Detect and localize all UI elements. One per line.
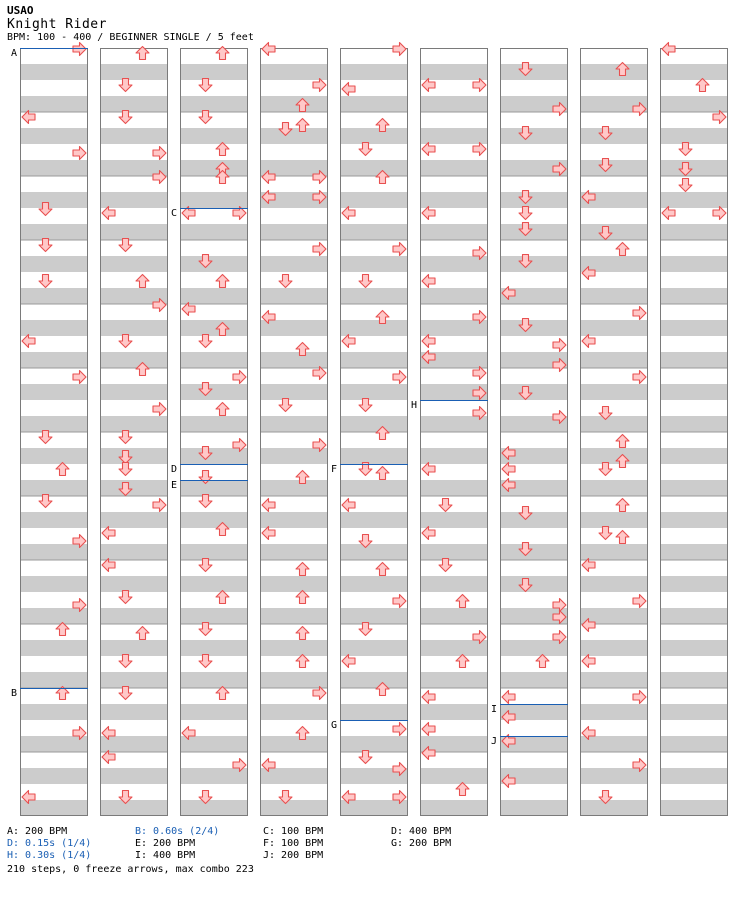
beat-stripe <box>500 64 568 80</box>
beat-stripe <box>340 800 408 816</box>
legend-item: E: 200 BPM <box>135 838 196 849</box>
beat-stripe <box>20 256 88 272</box>
beat-stripe <box>340 640 408 656</box>
beat-stripe <box>100 704 168 720</box>
beat-stripe <box>580 384 648 400</box>
beat-stripe <box>180 352 248 368</box>
chart-column <box>100 48 168 816</box>
beat-stripe <box>420 608 488 624</box>
legend-item: J: 200 BPM <box>263 850 324 861</box>
legend-row <box>7 826 519 838</box>
beat-stripe <box>660 608 728 624</box>
beat-stripe <box>420 448 488 464</box>
beat-stripe <box>20 96 88 112</box>
beat-stripe <box>340 704 408 720</box>
beat-stripe <box>20 320 88 336</box>
speed-marker-label: F <box>331 464 338 475</box>
beat-stripe <box>100 384 168 400</box>
beat-stripe <box>340 128 408 144</box>
chart-column <box>500 48 568 816</box>
beat-stripe <box>20 608 88 624</box>
beat-stripe <box>420 128 488 144</box>
beat-stripe <box>420 416 488 432</box>
beat-stripe <box>20 288 88 304</box>
beat-stripe <box>340 672 408 688</box>
beat-stripe <box>660 512 728 528</box>
beat-stripe <box>100 576 168 592</box>
beat-stripe <box>660 384 728 400</box>
beat-stripe <box>340 416 408 432</box>
beat-stripe <box>260 800 328 816</box>
beat-stripe <box>500 576 568 592</box>
beat-stripe <box>340 480 408 496</box>
beat-stripe <box>660 160 728 176</box>
beat-stripe <box>660 800 728 816</box>
beat-stripe <box>500 640 568 656</box>
beat-stripe <box>580 128 648 144</box>
beat-stripe <box>660 192 728 208</box>
legend-item: I: 400 BPM <box>135 850 196 861</box>
beat-stripe <box>500 224 568 240</box>
beat-stripe <box>580 224 648 240</box>
beat-stripe <box>20 672 88 688</box>
beat-stripe <box>100 416 168 432</box>
beat-stripe <box>340 736 408 752</box>
beat-stripe <box>100 352 168 368</box>
beat-stripe <box>580 512 648 528</box>
chart-column <box>180 48 248 816</box>
speed-legend <box>7 826 519 862</box>
beat-stripe <box>20 512 88 528</box>
legend-item: F: 100 BPM <box>263 838 324 849</box>
beat-stripe <box>420 704 488 720</box>
beat-stripe <box>180 704 248 720</box>
beat-stripe <box>260 224 328 240</box>
speed-marker-label: G <box>331 720 338 731</box>
beat-stripe <box>180 128 248 144</box>
beat-stripe <box>420 768 488 784</box>
beat-stripe <box>340 352 408 368</box>
beat-stripe <box>260 608 328 624</box>
beat-stripe <box>260 256 328 272</box>
beat-stripe <box>660 672 728 688</box>
beat-stripe <box>580 352 648 368</box>
beat-stripe <box>100 640 168 656</box>
beat-stripe <box>100 480 168 496</box>
beat-stripe <box>260 128 328 144</box>
beat-stripe <box>580 800 648 816</box>
beat-stripe <box>580 768 648 784</box>
beat-stripe <box>260 480 328 496</box>
chart-info: BPM: 100 - 400 / BEGINNER SINGLE / 5 feet <box>7 32 254 43</box>
beat-stripe <box>500 256 568 272</box>
beat-stripe <box>260 576 328 592</box>
speed-marker-label: H <box>411 400 418 411</box>
beat-stripe <box>260 96 328 112</box>
beat-stripe <box>180 224 248 240</box>
speed-marker-label: J <box>491 736 498 747</box>
beat-stripe <box>260 672 328 688</box>
beat-stripe <box>340 192 408 208</box>
beat-stripe <box>580 544 648 560</box>
beat-stripe <box>100 64 168 80</box>
beat-stripe <box>100 736 168 752</box>
beat-stripe <box>180 576 248 592</box>
beat-stripe <box>420 320 488 336</box>
chart-column <box>20 48 88 816</box>
beat-stripe <box>260 768 328 784</box>
beat-stripe <box>180 96 248 112</box>
beat-stripe <box>100 320 168 336</box>
chart-column <box>420 48 488 816</box>
beat-stripe <box>420 96 488 112</box>
beat-stripe <box>260 736 328 752</box>
beat-stripe <box>580 480 648 496</box>
beat-stripe <box>260 512 328 528</box>
beat-stripe <box>340 448 408 464</box>
beat-stripe <box>180 512 248 528</box>
beat-stripe <box>180 288 248 304</box>
beat-stripe <box>420 224 488 240</box>
beat-stripe <box>340 512 408 528</box>
beat-stripe <box>100 448 168 464</box>
beat-stripe <box>500 512 568 528</box>
beat-stripe <box>420 160 488 176</box>
beat-stripe <box>100 192 168 208</box>
step-summary: 210 steps, 0 freeze arrows, max combo 223 <box>7 864 254 875</box>
beat-stripe <box>580 448 648 464</box>
beat-stripe <box>340 64 408 80</box>
legend-row <box>7 838 519 850</box>
chart-column <box>260 48 328 816</box>
beat-stripe <box>580 736 648 752</box>
beat-stripe <box>340 288 408 304</box>
beat-stripe <box>100 128 168 144</box>
beat-stripe <box>500 800 568 816</box>
beat-stripe <box>260 352 328 368</box>
beat-stripe <box>100 608 168 624</box>
beat-stripe <box>420 672 488 688</box>
beat-stripe <box>580 640 648 656</box>
beat-stripe <box>100 256 168 272</box>
legend-row <box>7 850 519 862</box>
beat-stripe <box>580 672 648 688</box>
beat-stripe <box>500 320 568 336</box>
beat-stripe <box>660 576 728 592</box>
beat-stripe <box>100 224 168 240</box>
speed-marker-label: B <box>11 688 18 699</box>
beat-stripe <box>660 416 728 432</box>
speed-marker-label: E <box>171 480 178 491</box>
beat-stripe <box>180 320 248 336</box>
beat-stripe <box>20 736 88 752</box>
beat-stripe <box>20 128 88 144</box>
speed-marker-label: A <box>11 48 18 59</box>
beat-stripe <box>100 768 168 784</box>
beat-stripe <box>340 384 408 400</box>
beat-stripe <box>180 480 248 496</box>
beat-stripe <box>340 576 408 592</box>
beat-stripe <box>20 768 88 784</box>
beat-stripe <box>340 608 408 624</box>
beat-stripe <box>20 192 88 208</box>
beat-stripe <box>420 256 488 272</box>
beat-stripe <box>340 544 408 560</box>
beat-stripe <box>660 448 728 464</box>
beat-stripe <box>500 544 568 560</box>
beat-stripe <box>420 544 488 560</box>
chart-column <box>580 48 648 816</box>
legend-item: B: 0.60s (2/4) <box>135 826 220 837</box>
beat-stripe <box>660 736 728 752</box>
beat-stripe <box>100 544 168 560</box>
beat-stripe <box>500 128 568 144</box>
beat-stripe <box>420 576 488 592</box>
beat-stripe <box>420 480 488 496</box>
beat-stripe <box>20 352 88 368</box>
beat-stripe <box>580 320 648 336</box>
beat-stripe <box>340 224 408 240</box>
beat-stripe <box>260 448 328 464</box>
beat-stripe <box>180 736 248 752</box>
beat-stripe <box>100 96 168 112</box>
beat-stripe <box>180 608 248 624</box>
beat-stripe <box>660 352 728 368</box>
beat-stripe <box>20 416 88 432</box>
beat-stripe <box>580 288 648 304</box>
chart-column <box>660 48 728 816</box>
beat-stripe <box>420 800 488 816</box>
legend-item: H: 0.30s (1/4) <box>7 850 92 861</box>
beat-stripe <box>260 320 328 336</box>
artist-name: USAO <box>7 4 34 17</box>
beat-stripe <box>580 416 648 432</box>
beat-stripe <box>20 800 88 816</box>
beat-stripe <box>660 224 728 240</box>
beat-stripe <box>580 64 648 80</box>
beat-stripe <box>20 640 88 656</box>
beat-stripe <box>180 544 248 560</box>
beat-stripe <box>660 320 728 336</box>
legend-item: G: 200 BPM <box>391 838 452 849</box>
beat-stripe <box>260 384 328 400</box>
legend-item: D: 400 BPM <box>391 826 452 837</box>
beat-stripe <box>420 512 488 528</box>
beat-stripe <box>660 96 728 112</box>
beat-stripe <box>500 384 568 400</box>
beat-stripe <box>100 800 168 816</box>
speed-marker-label: D <box>171 464 178 475</box>
beat-stripe <box>420 288 488 304</box>
beat-stripe <box>260 416 328 432</box>
beat-stripe <box>180 640 248 656</box>
speed-marker-label: C <box>171 208 178 219</box>
legend-item: D: 0.15s (1/4) <box>7 838 92 849</box>
chart-column <box>340 48 408 816</box>
beat-stripe <box>260 640 328 656</box>
beat-stripe <box>500 192 568 208</box>
beat-stripe <box>660 288 728 304</box>
beat-stripe <box>580 704 648 720</box>
legend-item: C: 100 BPM <box>263 826 324 837</box>
beat-stripe <box>660 640 728 656</box>
beat-stripe <box>180 192 248 208</box>
beat-stripe <box>20 544 88 560</box>
beat-stripe <box>180 448 248 464</box>
beat-stripe <box>660 544 728 560</box>
beat-stripe <box>20 224 88 240</box>
beat-stripe <box>660 768 728 784</box>
legend-item: A: 200 BPM <box>7 826 68 837</box>
beat-stripe <box>420 640 488 656</box>
beat-stripe <box>260 64 328 80</box>
beat-stripe <box>340 256 408 272</box>
beat-stripe <box>340 96 408 112</box>
beat-stripe <box>500 672 568 688</box>
beat-stripe <box>180 768 248 784</box>
beat-stripe <box>660 128 728 144</box>
speed-marker-label: I <box>491 704 498 715</box>
beat-stripe <box>660 704 728 720</box>
beat-stripe <box>260 704 328 720</box>
beat-stripe <box>180 256 248 272</box>
beat-stripe <box>660 256 728 272</box>
beat-stripe <box>20 384 88 400</box>
beat-stripe <box>20 448 88 464</box>
beat-stripe <box>660 480 728 496</box>
beat-stripe <box>580 576 648 592</box>
beat-stripe <box>20 704 88 720</box>
beat-stripe <box>260 544 328 560</box>
beat-stripe <box>420 192 488 208</box>
beat-stripe <box>100 512 168 528</box>
beat-stripe <box>180 800 248 816</box>
beat-stripe <box>20 576 88 592</box>
beat-stripe <box>20 160 88 176</box>
beat-stripe <box>180 416 248 432</box>
beat-stripe <box>340 160 408 176</box>
beat-stripe <box>180 672 248 688</box>
beat-stripe <box>660 64 728 80</box>
beat-stripe <box>20 480 88 496</box>
beat-stripe <box>100 672 168 688</box>
beat-stripe <box>420 64 488 80</box>
beat-stripe <box>20 64 88 80</box>
beat-stripe <box>580 160 648 176</box>
song-title: Knight Rider <box>7 17 107 32</box>
beat-stripe <box>180 64 248 80</box>
beat-stripe <box>340 320 408 336</box>
beat-stripe <box>180 384 248 400</box>
beat-stripe <box>260 288 328 304</box>
beat-stripe <box>180 160 248 176</box>
